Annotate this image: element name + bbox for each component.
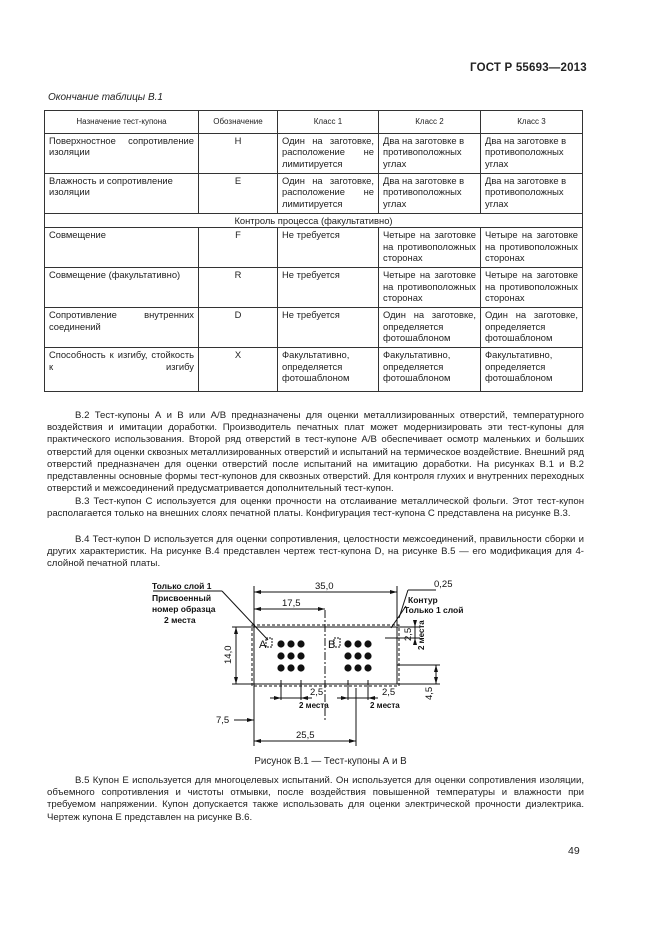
dimension-75: 7,5 xyxy=(216,715,230,726)
label-assigned-number: номер образца xyxy=(152,604,216,614)
coupon-a-label: A xyxy=(259,639,267,651)
table-cell: Факультативно, определяется фотошаблоном xyxy=(379,348,481,392)
column-header: Назначение тест-купона xyxy=(45,111,199,134)
dimension-255: 25,5 xyxy=(296,730,315,741)
label-contour: Контур xyxy=(408,595,438,605)
table-cell: Один на заготовке, определяется фотошаблоном xyxy=(481,308,583,348)
table-cell: Способность к изгибу, стойкость к изгибу xyxy=(45,348,199,392)
dimension-2-places-b: 2 места xyxy=(370,701,400,710)
table-cell: H xyxy=(199,134,278,174)
table-cell: Четыре на заготовке на противоположных сторонах xyxy=(379,268,481,308)
table-cell: R xyxy=(199,268,278,308)
group-row-label: Контроль процесса (факультативно) xyxy=(45,214,583,228)
paragraph-b5: В.5 Купон Е используется для многоцелевых испытаний. Он используется для оценки сопротивления изоляции, объемного сопротивления и чистоты отмывки, после воздействия повышенной температуры и влажности при требуемом напряжении. Купон допускается также использовать для оценки электрической прочности диэлектрика. Чертеж купона Е представлен на рисунке В.6. xyxy=(47,775,584,823)
paragraph-b4: В.4 Тест-купон D используется для оценки сопротивления, целостности межсоединений, правильности сборки и других характеристик. На рисунке В.4 представлен чертеж тест-купона D, на рисунке В.5 — его модификация для 4-слойной печатной платы. xyxy=(47,534,584,570)
table-cell: X xyxy=(199,348,278,392)
coupon-b-holes xyxy=(344,640,371,671)
column-header: Класс 1 xyxy=(278,111,379,134)
table-cell: Сопротивление внутренних соединений xyxy=(45,308,199,348)
dimension-25-a: 2,5 xyxy=(310,687,324,698)
table-cell: Не требуется xyxy=(278,228,379,268)
dimension-2-places-right: 2 места xyxy=(417,620,426,650)
label-contour-only-layer: Только 1 слой xyxy=(404,605,464,615)
table-caption: Окончание таблицы В.1 xyxy=(48,92,163,103)
dimension-25-b: 2,5 xyxy=(382,687,396,698)
table-cell: Четыре на заготовке на противоположных сторонах xyxy=(379,228,481,268)
column-header: Класс 3 xyxy=(481,111,583,134)
table-cell: Один на заготовке, расположение не лимитируется xyxy=(278,134,379,174)
page-number: 49 xyxy=(568,845,580,857)
dimension-35: 35,0 xyxy=(315,581,334,592)
table-cell: Совмещение xyxy=(45,228,199,268)
column-header: Класс 2 xyxy=(379,111,481,134)
paragraph-b2: В.2 Тест-купоны А и В или А/В предназначены для оценки металлизированных отверстий, температурного воздействия и имитации доработки. Производитель печатных плат может модернизировать эти тест-купоны для практического использования. Второй ряд отверстий в тест-купоне А/В обеспечивает осмотр маленьких и больших отверстий для оценки сквозных металлизированных отверстий и испытаний на термическое воздействие. Внешний ряд отверстий предназначен для оценки отверстий после испытаний на имитацию доработки. На рисунках В.1 и В.2 представленны основные формы тест-купонов для сквозных отверстий. Для контроля глухих и внутренних переходных отверстий и межсоединений предусматривается дополнительный тест-купон. xyxy=(47,410,584,495)
dimension-14: 14,0 xyxy=(223,645,234,664)
coupon-a-holes xyxy=(277,640,304,671)
leader-line xyxy=(222,591,268,640)
label-two-places: 2 места xyxy=(164,615,196,625)
paragraph-b3: В.3 Тест-купон С используется для оценки прочности на отслаивание металлической фольги. Этот тест-купон располагается только на внешних слоях печатной платы. Конфигурация тест-купона С представлена на рисунке В.3. xyxy=(47,496,584,520)
column-header: Обозначение xyxy=(199,111,278,134)
table-cell: Не требуется xyxy=(278,268,379,308)
table-cell: Совмещение (факультативно) xyxy=(45,268,199,308)
label-assigned-number: Присвоенный xyxy=(152,593,212,603)
table-cell: E xyxy=(199,174,278,214)
table-cell: Поверхностное сопротивление изоляции xyxy=(45,134,199,174)
table-cell: Два на заготовке в противоположных углах xyxy=(481,134,583,174)
document-header-standard: ГОСТ Р 55693—2013 xyxy=(470,62,587,74)
dimension-45: 4,5 xyxy=(424,686,435,700)
table-cell: Четыре на заготовке на противоположных сторонах xyxy=(481,228,583,268)
table-cell: Два на заготовке в противоположных углах xyxy=(481,174,583,214)
table-cell: Факультативно, определяется фотошаблоном xyxy=(278,348,379,392)
table-cell: Два на заготовке в противоположных углах xyxy=(379,174,481,214)
table-cell: F xyxy=(199,228,278,268)
table-cell: Факультативно, определяется фотошаблоном xyxy=(481,348,583,392)
table-cell: Один на заготовке, определяется фотошаблоном xyxy=(379,308,481,348)
table-cell: Влажность и сопротивление изоляции xyxy=(45,174,199,214)
dimension-025: 0,25 xyxy=(434,579,453,590)
figure-caption: Рисунок В.1 — Тест-купоны А и В xyxy=(254,756,407,767)
dimension-175: 17,5 xyxy=(282,598,301,609)
table-cell: Один на заготовке, расположение не лимитируется xyxy=(278,174,379,214)
coupon-b-label: B xyxy=(328,639,336,651)
dimension-25-right: 2,5 xyxy=(403,627,414,641)
dimension-2-places-a: 2 места xyxy=(299,701,329,710)
table-cell: Не требуется xyxy=(278,308,379,348)
label-only-layer-1: Только слой 1 xyxy=(152,581,212,591)
table-cell: D xyxy=(199,308,278,348)
table-cell: Два на заготовке в противоположных углах xyxy=(379,134,481,174)
table-cell: Четыре на заготовке на противоположных сторонах xyxy=(481,268,583,308)
